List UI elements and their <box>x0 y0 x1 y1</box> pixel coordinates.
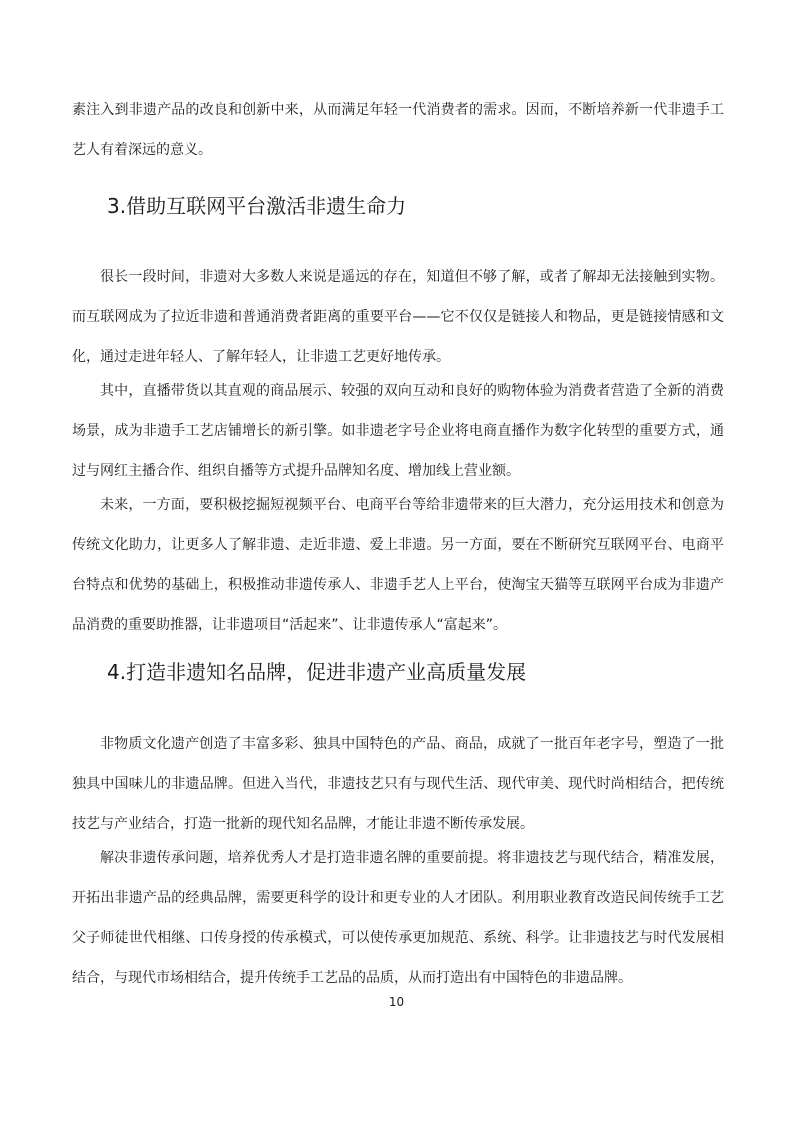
page-number: 10 <box>388 995 405 1009</box>
section-heading-3: 3.借助互联网平台激活非遗生命力 <box>107 194 407 218</box>
section4-paragraph-2: 解决非遗传承问题，培养优秀人才是打造非遗名牌的重要前提。将非遗技艺与现代结合，精准发展，开拓出非遗产品的经典品牌，需要更科学的设计和更专业的人才团队。利用职业教育改造民间传统手工艺父子师徒世代相继、口传身授的传承模式，可以使传承更加规范、系统、科学。让非遗技艺与时代发展相结合，与现代市场相结合，提升传统手工艺品的品质，从而打造出有中国特色的非遗品牌。 <box>72 850 724 986</box>
section4-paragraph-1: 非物质文化遗产创造了丰富多彩、独具中国特色的产品、商品，成就了一批百年老字号，塑造了一批独具中国味儿的非遗品牌。但进入当代，非遗技艺只有与现代生活、现代审美、现代时尚相结合，把传统技艺与产业结合，打造一批新的现代知名品牌，才能让非遗不断传承发展。 <box>72 736 724 832</box>
section3-paragraph-1: 很长一段时间，非遗对大多数人来说是遥远的存在，知道但不够了解，或者了解却无法接触到实物。而互联网成为了拉近非遗和普通消费者距离的重要平台——它不仅仅是链接人和物品，更是链接情感和文化，通过走进年轻人、了解年轻人，让非遗工艺更好地传承。 <box>72 269 724 365</box>
section-heading-4: 4.打造非遗知名品牌，促进非遗产业高质量发展 <box>107 660 527 684</box>
section3-paragraph-2: 其中，直播带货以其直观的商品展示、较强的双向互动和良好的购物体验为消费者营造了全新的消费场景，成为非遗手工艺店铺增长的新引擎。如非遗老字号企业将电商直播作为数字化转型的重要方式，通过与网红主播合作、组织自播等方式提升品牌知名度、增加线上营业额。 <box>72 383 724 479</box>
paragraph-continuation: 素注入到非遗产品的改良和创新中来，从而满足年轻一代消费者的需求。因而，不断培养新一代非遗手工艺人有着深远的意义。 <box>72 102 724 158</box>
section3-paragraph-3: 未来，一方面，要积极挖掘短视频平台、电商平台等给非遗带来的巨大潜力，充分运用技术和创意为传统文化助力，让更多人了解非遗、走近非遗、爱上非遗。另一方面，要在不断研究互联网平台、电商平台特点和优势的基础上，积极推动非遗传承人、非遗手艺人上平台，使淘宝天猫等互联网平台成为非遗产品消费的重要助推器，让非遗项目“活起来”、让非遗传承人“富起来”。 <box>72 497 724 633</box>
